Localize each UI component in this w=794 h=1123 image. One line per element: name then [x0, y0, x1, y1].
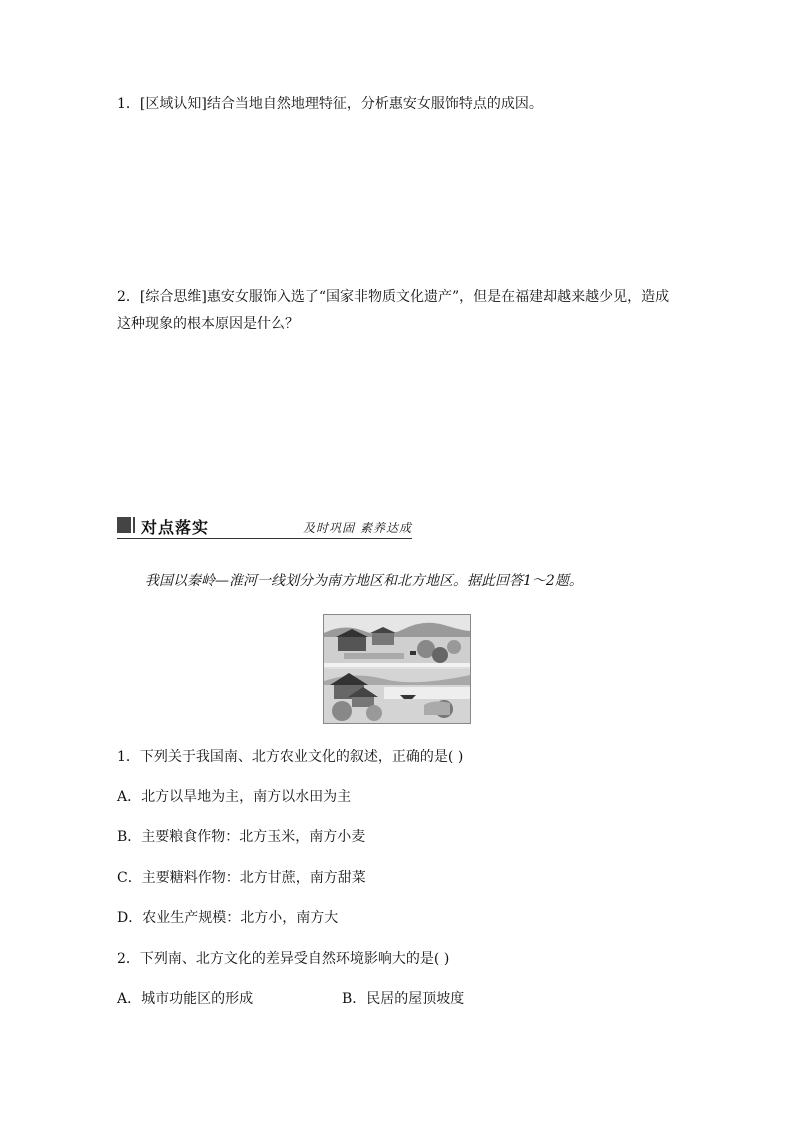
section-subtitle: 及时巩固 素养达成 [303, 521, 412, 535]
section-header [117, 514, 412, 539]
section-square-icon [117, 517, 133, 533]
intro-text: 我国以秦岭—淮河一线划分为南方地区和北方地区。据此回答1～2题。 [145, 573, 583, 589]
question-number: 2． [117, 289, 140, 305]
question-2-bottom-stem: 2．下列南、北方文化的差异受自然环境影响大的是( ) [117, 951, 450, 967]
section-title: 对点落实 [141, 518, 210, 537]
question-1-top [117, 94, 543, 114]
question-text: [综合思维]惠安女服饰入选了“国家非物质文化遗产”，但是在福建却越来越少见，造成 [139, 289, 670, 305]
question-number: 1． [117, 96, 140, 112]
option-c: C．主要糖料作物：北方甘蔗，南方甜菜 [117, 870, 366, 886]
question-2-top-continuation: 这种现象的根本原因是什么？ [117, 316, 299, 332]
last-option-a: A．城市功能区的形成 [117, 991, 254, 1007]
option-b: B．主要粮食作物：北方玉米，南方小麦 [117, 829, 366, 845]
figure-illustration [324, 615, 470, 723]
question-1-bottom-stem: 1．下列关于我国南、北方农业文化的叙述，正确的是( ) [117, 749, 464, 765]
option-d: D．农业生产规模：北方小，南方大 [117, 910, 339, 926]
option-a: A．北方以旱地为主，南方以水田为主 [117, 789, 352, 805]
last-option-b: B．民居的屋顶坡度 [342, 991, 465, 1007]
question-2-top [117, 287, 669, 307]
question-text: [区域认知]结合当地自然地理特征，分析惠安女服饰特点的成因。 [139, 96, 543, 112]
north-south-village-figure [323, 614, 471, 724]
